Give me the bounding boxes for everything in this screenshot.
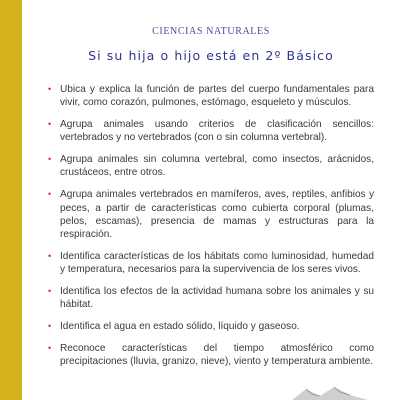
list-item (48, 118, 374, 145)
grade-headline: Si su hija o hijo está en 2º Básico (88, 48, 334, 63)
list-item-text: Agrupa animales sin columna vertebral, como insectos, arácnidos, crustáceos, entre otros. (60, 154, 374, 179)
list-item (48, 250, 374, 277)
bullet-icon: • (48, 84, 52, 94)
bullet-icon: • (48, 321, 52, 332)
bullet-icon: • (48, 250, 52, 261)
list-item (48, 342, 374, 369)
bullet-icon: • (48, 342, 52, 353)
list-item (48, 83, 374, 110)
bullet-icon: • (48, 189, 52, 200)
bullet-icon: • (48, 119, 52, 130)
list-item-text: Identifica el agua en estado sólido, líquido y gaseoso. (60, 321, 300, 333)
bullet-icon: • (48, 154, 52, 165)
list-item (48, 188, 374, 241)
list-item-text: Agrupa animales vertebrados en mamíferos, aves, reptiles, anfibios y peces, a partir de características como cubierta corporal (plumas, pelos, escamas), presencia de mamas y estructuras para la respiración. (60, 189, 374, 241)
list-item (48, 153, 374, 180)
list-item-text: Ubica y explica la función de partes del cuerpo fundamentales para vivir, como corazón, pulmones, estómago, esqueleto y músculos. (60, 84, 374, 109)
list-item (48, 285, 374, 312)
list-item (48, 320, 374, 333)
mountain-decoration-icon (290, 386, 370, 400)
learning-objectives-list (48, 83, 374, 377)
bullet-icon: • (48, 286, 52, 297)
side-color-band (0, 0, 22, 400)
list-item-text: Reconoce características del tiempo atmosférico como precipitaciones (lluvia, granizo, nieve), viento y temperatura ambiente. (60, 342, 374, 368)
list-item-text: Identifica los efectos de la actividad humana sobre los animales y su hábitat. (60, 286, 374, 311)
document-page (22, 0, 400, 400)
subject-title: CIENCIAS NATURALES (152, 26, 270, 37)
list-item-text: Identifica características de los hábitats como luminosidad, humedad y temperatura, necesarios para la supervivencia de los seres vivos. (60, 250, 374, 276)
list-item-text: Agrupa animales usando criterios de clasificación sencillos: vertebrados y no vertebrados (con o sin columna vertebral). (60, 119, 374, 144)
